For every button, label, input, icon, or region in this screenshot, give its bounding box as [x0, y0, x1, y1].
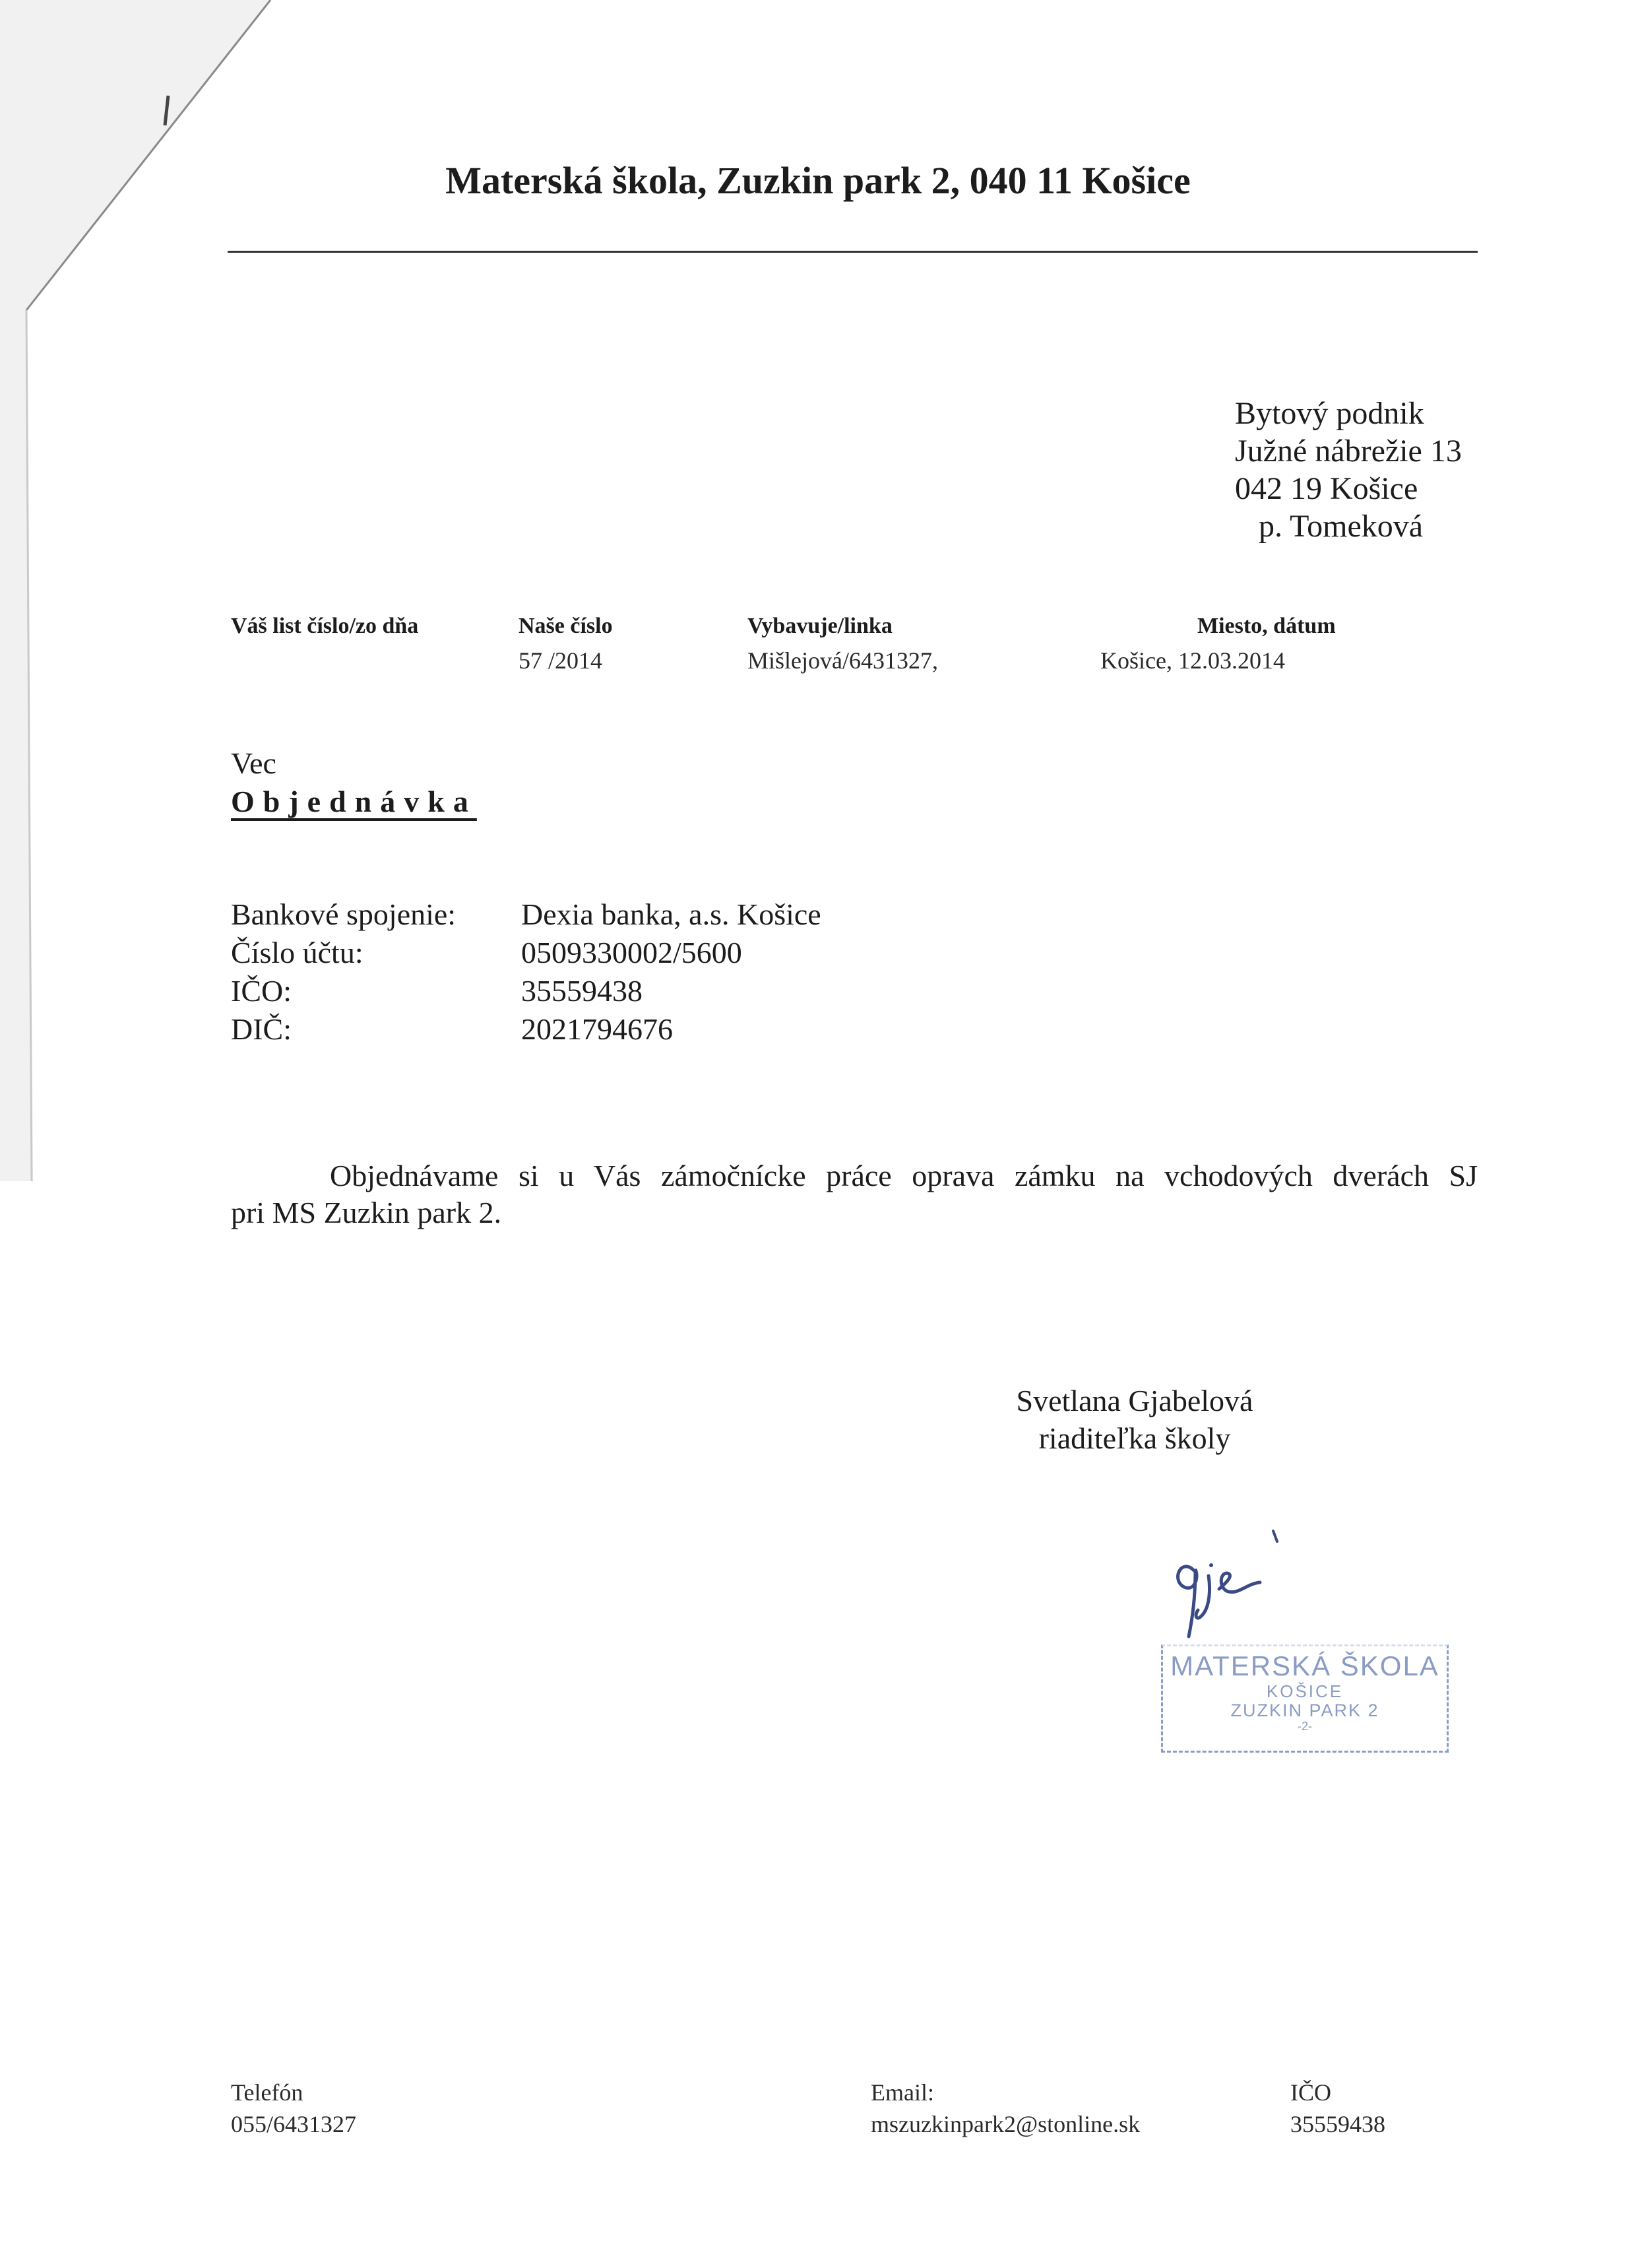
recipient-address: [1235, 395, 1462, 545]
letterhead-rule: [228, 251, 1478, 253]
school-stamp: [1161, 1644, 1449, 1753]
signatory-role: riaditeľka školy: [1038, 1421, 1231, 1455]
order-paragraph-line1: Objednávame si u Vás zámočnícke práce oprava zámku na vchodových dverách SJ: [330, 1159, 1478, 1192]
dic-value: 2021794676: [521, 1012, 673, 1046]
dic-label: DIČ:: [231, 1012, 292, 1046]
signature-block: [937, 1382, 1333, 1457]
bank-value: Dexia banka, a.s. Košice: [521, 897, 821, 931]
place-date-value: Košice, 12.03.2014: [1100, 647, 1285, 674]
order-body: [231, 1157, 1478, 1231]
subject-label: Vec: [231, 746, 276, 780]
stamp-line1: MATERSKÁ ŠKOLA: [1170, 1650, 1439, 1681]
recipient-name: Bytový podnik: [1235, 396, 1424, 431]
handled-by-value: Mišlejová/6431327,: [747, 647, 938, 674]
letterhead-title: Materská škola, Zuzkin park 2, 040 11 Košice: [445, 159, 1191, 202]
footer-ico-label: IČO: [1290, 2079, 1331, 2106]
your-letter-label: Váš list číslo/zo dňa: [231, 614, 419, 638]
subject-value: Objednávka: [231, 785, 477, 818]
our-number-label: Naše číslo: [519, 614, 613, 638]
signatory-name: Svetlana Gjabelová: [1016, 1384, 1253, 1417]
handled-by-label: Vybavuje/linka: [747, 614, 893, 638]
stamp-line4: -2-: [1298, 1720, 1312, 1733]
account-value: 0509330002/5600: [521, 936, 742, 969]
account-label: Číslo účtu:: [231, 936, 363, 969]
stamp-line2: KOŠICE: [1266, 1681, 1344, 1701]
our-number-value: 57 /2014: [519, 647, 603, 674]
footer-email-value: mszuzkinpark2@stonline.sk: [871, 2111, 1141, 2137]
footer-email-label: Email:: [871, 2079, 934, 2106]
recipient-contact: p. Tomeková: [1259, 509, 1424, 544]
order-paragraph-line2: pri MS Zuzkin park 2.: [231, 1196, 502, 1229]
place-date-label: Miesto, dátum: [1197, 614, 1336, 638]
footer-phone-label: Telefón: [231, 2079, 303, 2106]
recipient-city: 042 19 Košice: [1235, 471, 1418, 506]
ico-value: 35559438: [521, 974, 643, 1008]
recipient-street: Južné nábrežie 13: [1235, 434, 1462, 469]
footer-ico-value: 35559438: [1290, 2111, 1385, 2137]
ico-label: IČO:: [231, 974, 292, 1008]
stamp-line3: ZUZKIN PARK 2: [1230, 1701, 1379, 1720]
footer-phone-value: 055/6431327: [231, 2111, 357, 2137]
bank-label: Bankové spojenie:: [231, 897, 456, 931]
